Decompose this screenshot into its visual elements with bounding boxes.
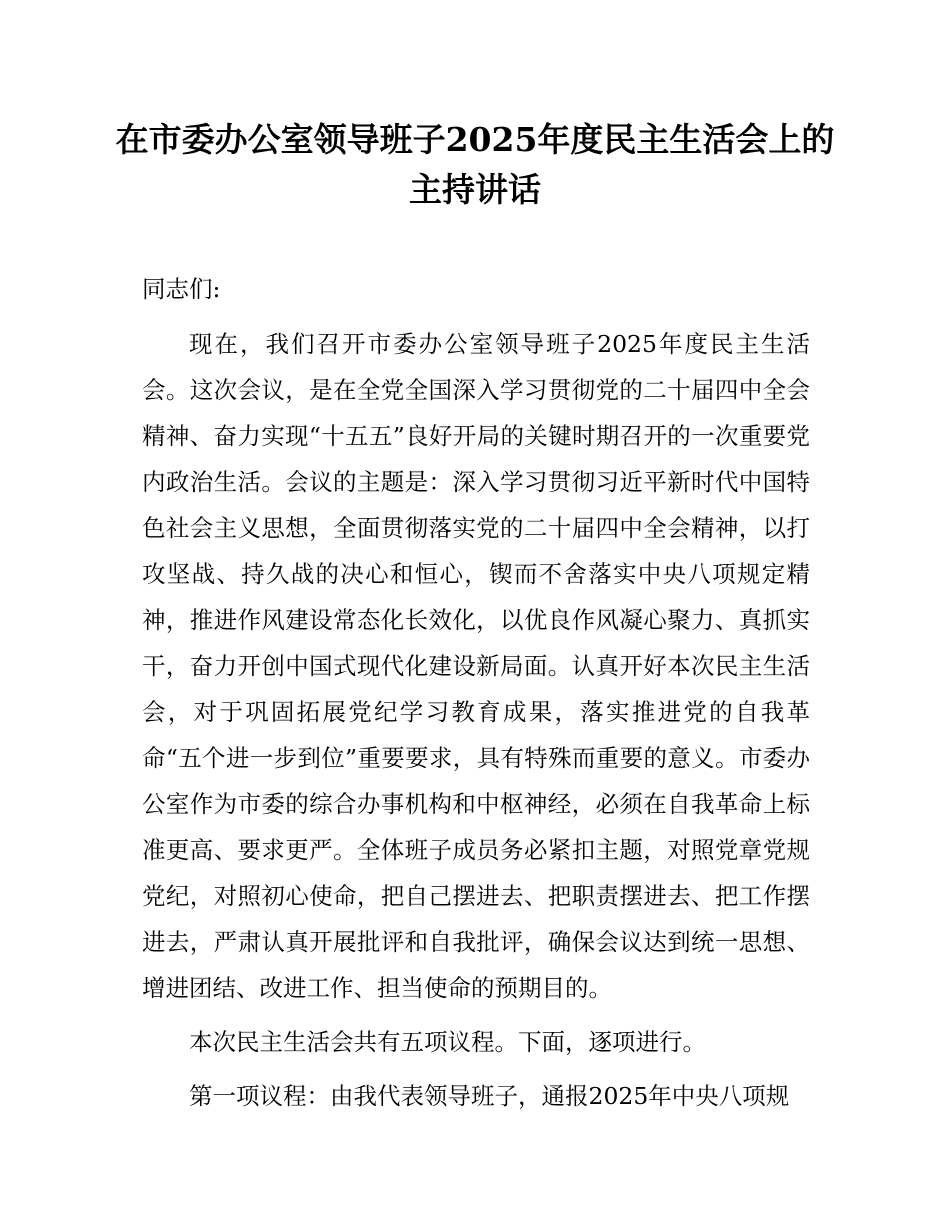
- salutation: 同志们:: [142, 275, 221, 303]
- paragraph-agenda-item-1: 第一项议程：由我代表领导班子，通报2025年中央八项规: [189, 1082, 790, 1110]
- paragraph-opening: 现在，我们召开市委办公室领导班子2025年度民主生活会。这次会议，是在全党全国深入学习贯彻党的二十届四中全会精神、奋力实现“十五五”良好开局的关键时期召开的一次重要党内政治生活。会议的主题是：深入学习贯彻习近平新时代中国特色社会主义思想，全面贯彻落实党的二十届四中全会精神，以打攻坚战、持久战的决心和恒心，锲而不舍落实中央八项规定精神，推进作风建设常态化长效化，以优良作风凝心聚力、真抓实干，奋力开创中国式现代化建设新局面。认真开好本次民主生活会，对于巩固拓展党纪学习教育成果，落实推进党的自我革命“五个进一步到位”重要要求，具有特殊而重要的意义。市委办公室作为市委的综合办事机构和中枢神经，必须在自我革命上标准更高、要求更严。全体班子成员务必紧扣主题，对照党章党规党纪，对照初心使命，把自己摆进去、把职责摆进去、把工作摆进去，严肃认真开展批评和自我批评，确保会议达到统一思想、增进团结、改进工作、担当使命的预期目的。: [142, 330, 810, 1002]
- document-title: 在市委办公室领导班子2025年度民主生活会上的主持讲话: [115, 120, 835, 209]
- document-body: [142, 266, 810, 1127]
- paragraph-agenda-intro: 本次民主生活会共有五项议程。下面，逐项进行。: [189, 1028, 706, 1056]
